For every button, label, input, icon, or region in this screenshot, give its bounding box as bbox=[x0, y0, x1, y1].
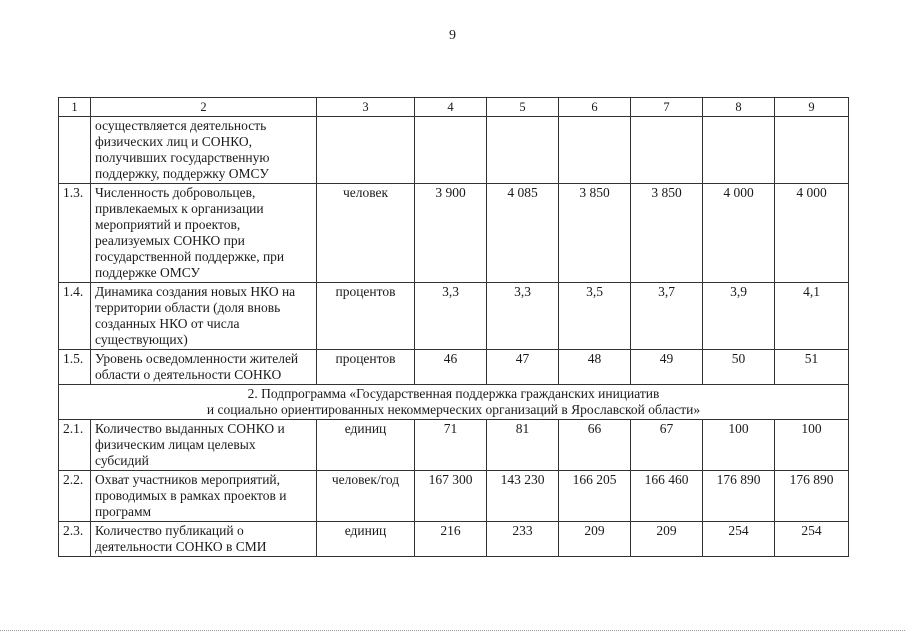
row-number: 2.1. bbox=[59, 420, 91, 471]
value-cell bbox=[415, 117, 487, 184]
value-cell: 67 bbox=[631, 420, 703, 471]
value-cell: 3,3 bbox=[487, 283, 559, 350]
header-cell: 4 bbox=[415, 98, 487, 117]
value-cell: 81 bbox=[487, 420, 559, 471]
header-cell: 8 bbox=[703, 98, 775, 117]
table-row bbox=[59, 522, 849, 557]
value-cell: 176 890 bbox=[703, 471, 775, 522]
indicator-name: Динамика создания новых НКО на территории области (доля вновь созданных НКО от числа существующих) bbox=[91, 283, 317, 350]
indicators-table bbox=[58, 97, 849, 557]
table-row bbox=[59, 350, 849, 385]
table-row bbox=[59, 471, 849, 522]
value-cell: 47 bbox=[487, 350, 559, 385]
value-cell: 4,1 bbox=[775, 283, 849, 350]
value-cell bbox=[487, 117, 559, 184]
value-cell: 167 300 bbox=[415, 471, 487, 522]
value-cell: 209 bbox=[559, 522, 631, 557]
value-cell: 216 bbox=[415, 522, 487, 557]
unit-cell: процентов bbox=[317, 350, 415, 385]
indicator-name: осуществляется деятельность физических лиц и СОНКО, получивших государственную поддержку, поддержку ОМСУ bbox=[91, 117, 317, 184]
indicator-name: Численность добровольцев, привлекаемых к организации мероприятий и проектов, реализуемых СОНКО при государственной поддержке, при поддержке ОМСУ bbox=[91, 184, 317, 283]
value-cell: 51 bbox=[775, 350, 849, 385]
indicator-name: Охват участников мероприятий, проводимых в рамках проектов и программ bbox=[91, 471, 317, 522]
unit-cell bbox=[317, 117, 415, 184]
unit-cell: человек/год bbox=[317, 471, 415, 522]
unit-cell: единиц bbox=[317, 522, 415, 557]
value-cell: 100 bbox=[703, 420, 775, 471]
table-row bbox=[59, 117, 849, 184]
unit-cell: процентов bbox=[317, 283, 415, 350]
table-row bbox=[59, 283, 849, 350]
value-cell: 3,3 bbox=[415, 283, 487, 350]
value-cell: 3 850 bbox=[631, 184, 703, 283]
row-number: 2.3. bbox=[59, 522, 91, 557]
row-number: 2.2. bbox=[59, 471, 91, 522]
value-cell: 3 900 bbox=[415, 184, 487, 283]
unit-cell: единиц bbox=[317, 420, 415, 471]
section-heading-line1: 2. Подпрограмма «Государственная поддержка гражданских инициатив bbox=[247, 386, 660, 401]
value-cell: 3,9 bbox=[703, 283, 775, 350]
table-row bbox=[59, 420, 849, 471]
value-cell bbox=[775, 117, 849, 184]
header-cell: 2 bbox=[91, 98, 317, 117]
value-cell: 3,7 bbox=[631, 283, 703, 350]
value-cell: 48 bbox=[559, 350, 631, 385]
unit-cell: человек bbox=[317, 184, 415, 283]
value-cell bbox=[703, 117, 775, 184]
bottom-scan-edge bbox=[0, 630, 905, 632]
value-cell: 71 bbox=[415, 420, 487, 471]
header-cell: 1 bbox=[59, 98, 91, 117]
value-cell: 143 230 bbox=[487, 471, 559, 522]
value-cell: 254 bbox=[703, 522, 775, 557]
value-cell: 100 bbox=[775, 420, 849, 471]
header-cell: 6 bbox=[559, 98, 631, 117]
value-cell: 4 085 bbox=[487, 184, 559, 283]
header-cell: 9 bbox=[775, 98, 849, 117]
section-row bbox=[59, 385, 849, 420]
row-number bbox=[59, 117, 91, 184]
value-cell: 3 850 bbox=[559, 184, 631, 283]
value-cell bbox=[631, 117, 703, 184]
value-cell: 176 890 bbox=[775, 471, 849, 522]
indicator-name: Уровень осведомленности жителей области о деятельности СОНКО bbox=[91, 350, 317, 385]
indicator-name: Количество выданных СОНКО и физическим лицам целевых субсидий bbox=[91, 420, 317, 471]
value-cell bbox=[559, 117, 631, 184]
value-cell: 3,5 bbox=[559, 283, 631, 350]
value-cell: 254 bbox=[775, 522, 849, 557]
row-number: 1.4. bbox=[59, 283, 91, 350]
row-number: 1.3. bbox=[59, 184, 91, 283]
header-cell: 3 bbox=[317, 98, 415, 117]
value-cell: 209 bbox=[631, 522, 703, 557]
row-number: 1.5. bbox=[59, 350, 91, 385]
value-cell: 4 000 bbox=[703, 184, 775, 283]
header-cell: 5 bbox=[487, 98, 559, 117]
value-cell: 50 bbox=[703, 350, 775, 385]
header-row bbox=[59, 98, 849, 117]
section-heading-line2: и социально ориентированных некоммерческих организаций в Ярославской области» bbox=[206, 402, 701, 417]
value-cell: 46 bbox=[415, 350, 487, 385]
header-cell: 7 bbox=[631, 98, 703, 117]
value-cell: 166 205 bbox=[559, 471, 631, 522]
page-number: 9 bbox=[449, 28, 456, 43]
value-cell: 4 000 bbox=[775, 184, 849, 283]
indicator-name: Количество публикаций о деятельности СОНКО в СМИ bbox=[91, 522, 317, 557]
table-row bbox=[59, 184, 849, 283]
value-cell: 233 bbox=[487, 522, 559, 557]
value-cell: 49 bbox=[631, 350, 703, 385]
value-cell: 66 bbox=[559, 420, 631, 471]
section-heading bbox=[59, 385, 849, 420]
value-cell: 166 460 bbox=[631, 471, 703, 522]
